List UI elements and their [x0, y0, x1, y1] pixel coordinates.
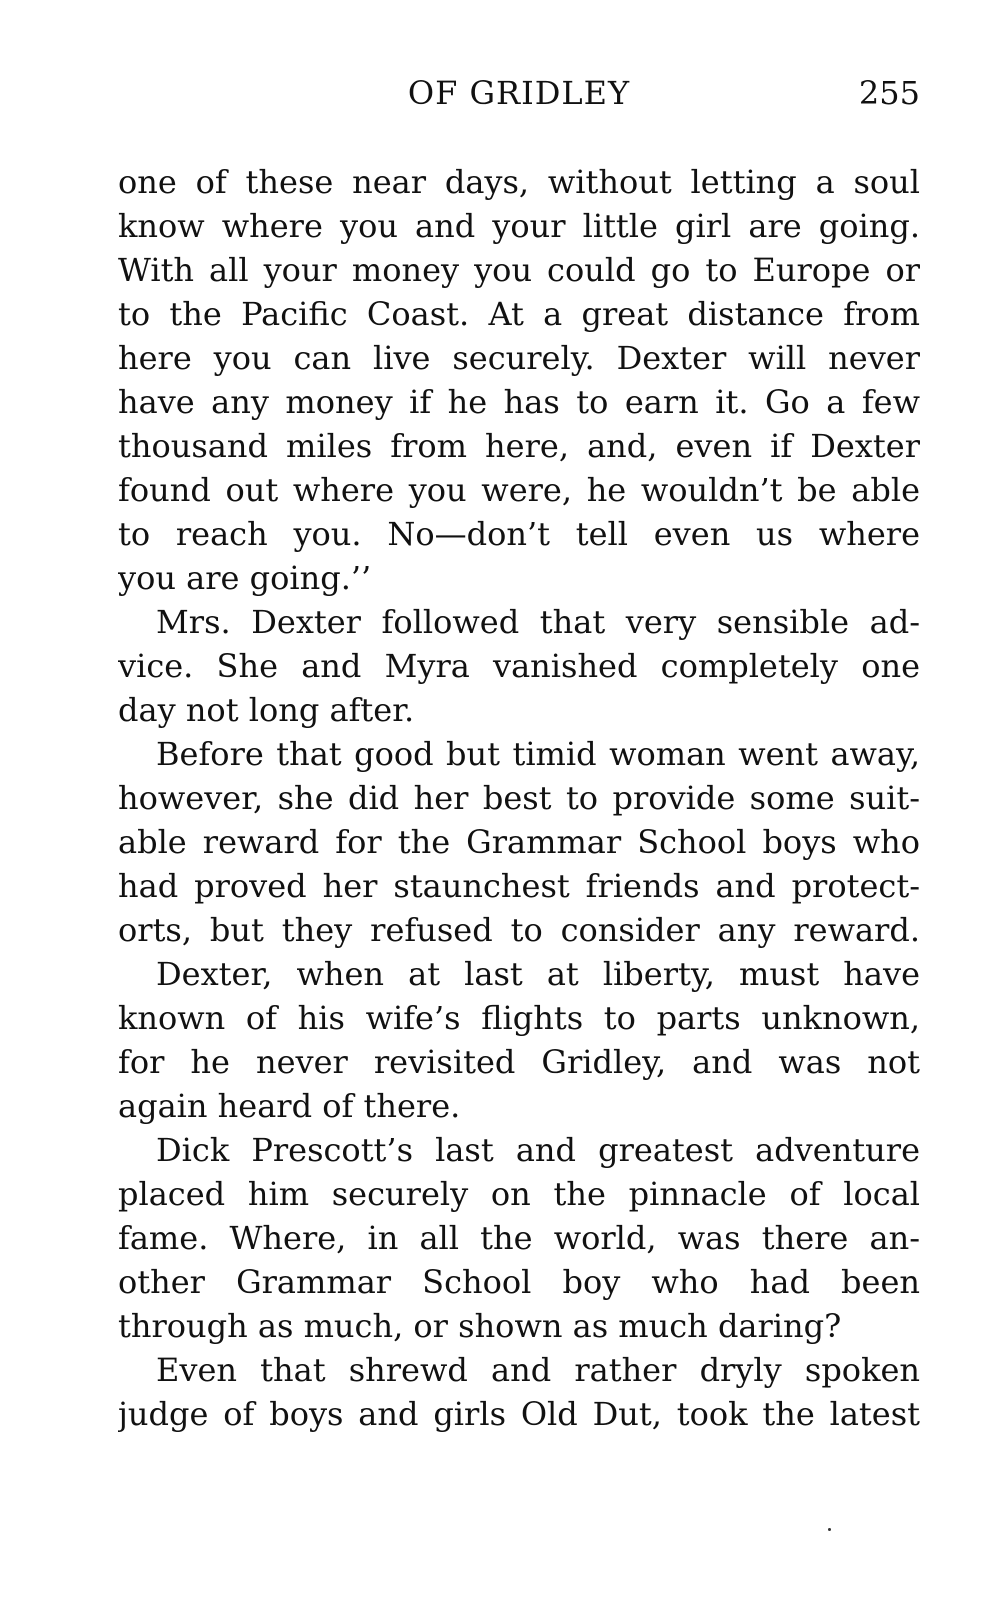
- text-line: through as much, or shown as much daring?: [118, 1307, 842, 1345]
- text-line: orts, but they refused to consider any reward.: [118, 911, 920, 949]
- text-line: Mrs. Dexter followed that very sensible ad-: [156, 603, 920, 641]
- text-line: Even that shrewd and rather dryly spoken: [156, 1351, 920, 1389]
- text-line: for he never revisited Gridley, and was not: [118, 1043, 920, 1081]
- text-line: Dick Prescott’s last and greatest adventure: [156, 1131, 920, 1169]
- text-line: judge of boys and girls Old Dut, took the latest: [118, 1395, 920, 1433]
- text-line: thousand miles from here, and, even if Dexter: [118, 427, 920, 465]
- text-line: however, she did her best to provide some suit-: [118, 779, 920, 817]
- text-line: day not long after.: [118, 691, 415, 729]
- print-speck: [828, 1528, 831, 1531]
- running-title: OF GRIDLEY: [407, 74, 631, 112]
- text-line: Before that good but timid woman went away,: [156, 735, 920, 773]
- text-line: again heard of there.: [118, 1087, 461, 1125]
- text-line: know where you and your little girl are going.: [118, 207, 920, 245]
- paragraph: [118, 1348, 920, 1436]
- text-line: With all your money you could go to Europe or: [118, 251, 920, 289]
- text-line: had proved her staunchest friends and protect-: [118, 867, 920, 905]
- text-line: found out where you were, he wouldn’t be able: [118, 471, 920, 509]
- paragraph: [118, 160, 920, 600]
- paragraph: [118, 1128, 920, 1348]
- text-line: vice. She and Myra vanished completely one: [118, 647, 920, 685]
- text-line: you are going.’’: [118, 559, 372, 597]
- paragraph: [118, 732, 920, 952]
- text-line: other Grammar School boy who had been: [118, 1263, 920, 1301]
- paragraph: [118, 952, 920, 1128]
- text-line: known of his wife’s flights to parts unknown,: [118, 999, 920, 1037]
- text-line: have any money if he has to earn it. Go a few: [118, 383, 920, 421]
- text-line: here you can live securely. Dexter will never: [118, 339, 920, 377]
- text-line: Dexter, when at last at liberty, must have: [156, 955, 920, 993]
- page-number: 255: [858, 74, 920, 112]
- text-line: one of these near days, without letting a soul: [118, 163, 920, 201]
- text-line: fame. Where, in all the world, was there an-: [118, 1219, 920, 1257]
- running-head: [118, 66, 920, 120]
- paragraph: [118, 600, 920, 732]
- text-line: to reach you. No—don’t tell even us where: [118, 515, 920, 553]
- text-line: able reward for the Grammar School boys who: [118, 823, 920, 861]
- text-line: placed him securely on the pinnacle of local: [118, 1175, 920, 1213]
- text-line: to the Pacific Coast. At a great distance from: [118, 295, 920, 333]
- body-text: [118, 160, 920, 1436]
